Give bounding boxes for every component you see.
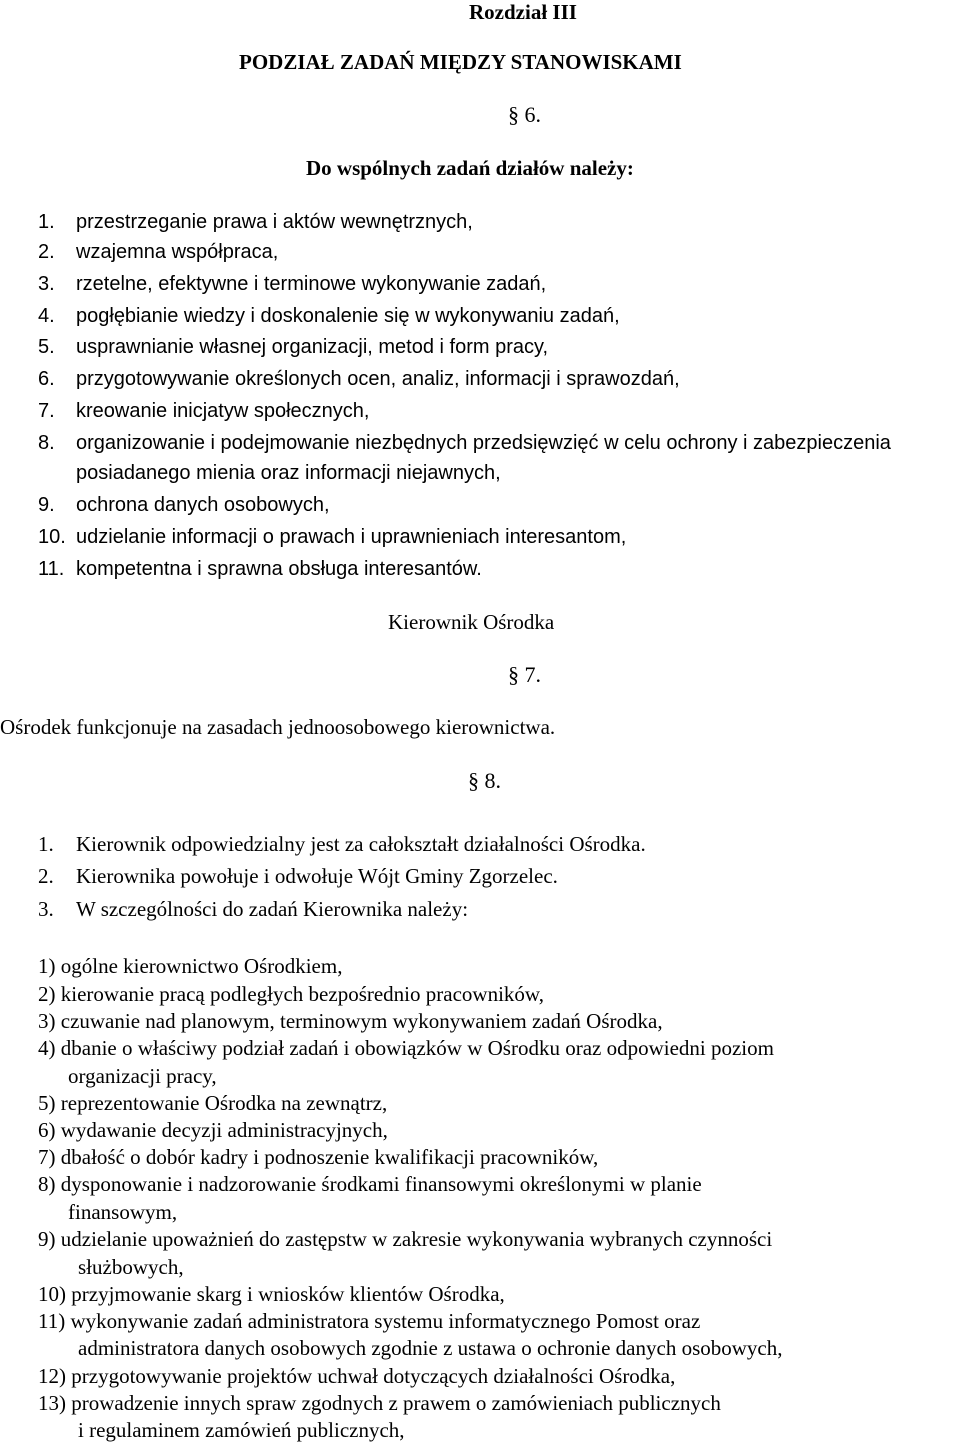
duty-item: 9) udzielanie upoważnień do zastępstw w zakresie wykonywania wybranych czynności (38, 1227, 773, 1251)
duty-item: 6) wydawanie decyzji administracyjnych, (38, 1118, 388, 1142)
list-item: 11. kompetentna i sprawna obsługa interesantów. (38, 558, 482, 580)
duty-item-continuation: i regulaminem zamówień publicznych, (78, 1418, 405, 1442)
list-item: 2. Kierownika powołuje i odwołuje Wójt Gminy Zgorzelec. (38, 864, 558, 888)
duty-item: 10) przyjmowanie skarg i wniosków klientów Ośrodka, (38, 1282, 505, 1306)
list-item: 7. kreowanie inicjatyw społecznych, (38, 400, 370, 422)
list-item: 1. Kierownik odpowiedzialny jest za całokształt działalności Ośrodka. (38, 832, 646, 856)
duty-item: 2) kierowanie pracą podległych bezpośrednio pracowników, (38, 982, 544, 1006)
list-item: 3. rzetelne, efektywne i terminowe wykonywanie zadań, (38, 273, 547, 295)
list-item: 10. udzielanie informacji o prawach i uprawnieniach interesantom, (38, 526, 627, 548)
duty-item: 13) prowadzenie innych spraw zgodnych z prawem o zamówieniach publicznych (38, 1391, 721, 1415)
section-8-sign: § 8. (468, 768, 501, 793)
chapter-title: Rozdział III (469, 0, 577, 24)
list-item: 2. wzajemna współpraca, (38, 241, 279, 263)
chapter-subtitle: PODZIAŁ ZADAŃ MIĘDZY STANOWISKAMI (239, 50, 682, 74)
duty-item: 3) czuwanie nad planowym, terminowym wykonywaniem zadań Ośrodka, (38, 1009, 663, 1033)
list-item: 4. pogłębianie wiedzy i doskonalenie się w wykonywaniu zadań, (38, 305, 620, 327)
duty-item: 5) reprezentowanie Ośrodka na zewnątrz, (38, 1091, 388, 1115)
duty-item: 4) dbanie o właściwy podział zadań i obowiązków w Ośrodku oraz odpowiedni poziom (38, 1036, 774, 1060)
duty-item-continuation: służbowych, (78, 1255, 184, 1279)
duty-item: 11) wykonywanie zadań administratora systemu informatycznego Pomost oraz (38, 1309, 701, 1333)
section-6-sign: § 6. (508, 102, 541, 127)
list-item: 3. W szczególności do zadań Kierownika należy: (38, 897, 469, 921)
list-item: 8. organizowanie i podejmowanie niezbędnych przedsięwzięć w celu ochrony i zabezpieczenia (38, 432, 891, 454)
duty-item: 7) dbałość o dobór kadry i podnoszenie kwalifikacji pracowników, (38, 1145, 599, 1169)
duty-item-continuation: administratora danych osobowych zgodnie z ustawa o ochronie danych osobowych, (78, 1336, 783, 1360)
list-item: 6. przygotowywanie określonych ocen, analiz, informacji i sprawozdań, (38, 368, 680, 390)
duty-item-continuation: organizacji pracy, (68, 1064, 217, 1088)
section-7-text: Ośrodek funkcjonuje na zasadach jednoosobowego kierownictwa. (0, 715, 556, 739)
list-item-continuation: posiadanego mienia oraz informacji niejawnych, (76, 462, 501, 484)
duty-item: 8) dysponowanie i nadzorowanie środkami finansowymi określonymi w planie (38, 1172, 702, 1196)
duty-item-continuation: finansowym, (68, 1200, 178, 1224)
list-item: 1. przestrzeganie prawa i aktów wewnętrznych, (38, 211, 473, 233)
kierownik-heading: Kierownik Ośrodka (388, 610, 555, 634)
section-6-heading: Do wspólnych zadań działów należy: (306, 156, 634, 180)
section-7-sign: § 7. (508, 662, 541, 687)
list-item: 5. usprawnianie własnej organizacji, metod i form pracy, (38, 336, 549, 358)
duty-item: 1) ogólne kierownictwo Ośrodkiem, (38, 954, 343, 978)
duty-item: 12) przygotowywanie projektów uchwał dotyczących działalności Ośrodka, (38, 1364, 676, 1388)
list-item: 9. ochrona danych osobowych, (38, 494, 330, 516)
